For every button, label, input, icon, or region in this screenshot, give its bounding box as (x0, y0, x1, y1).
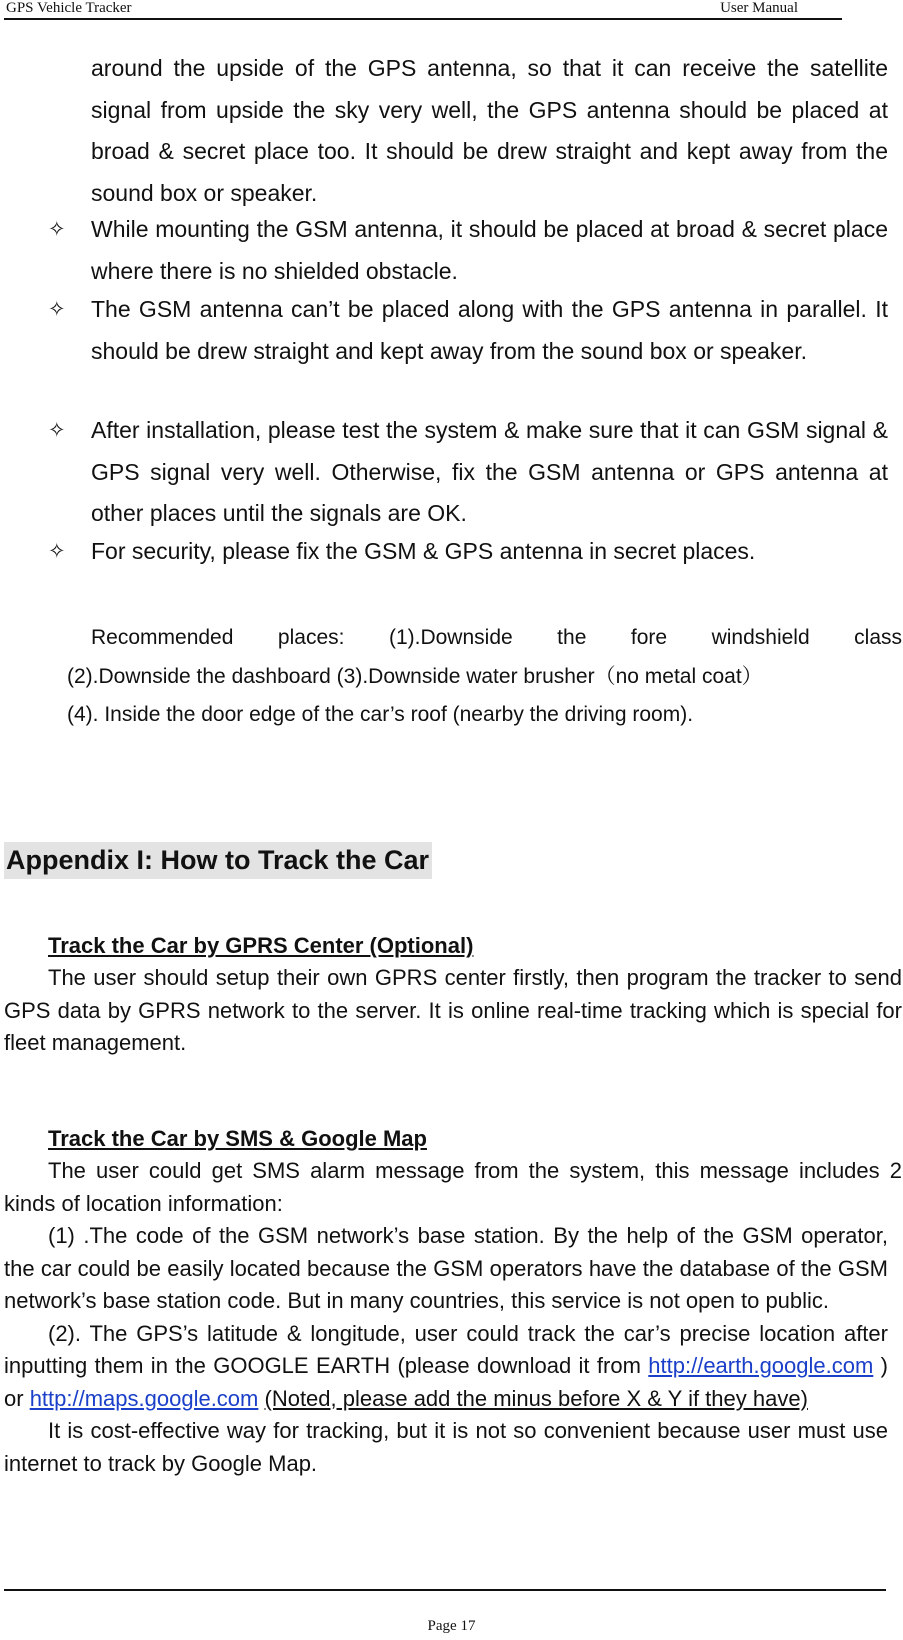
sms-item-2 (4, 1318, 888, 1416)
list-item-text: After installation, please test the system & make sure that it can GSM signal & GPS signal very well. Otherwise, fix the GSM antenna or GPS antenna at other places until the signals are OK. (91, 417, 888, 526)
recommended-line-2: (2).Downside the dashboard (3).Downside water brusher（no metal coat） (67, 664, 763, 688)
sms-item-1: (1) .The code of the GSM network’s base station. By the help of the GSM operator, the car could be easily located because the GSM operators have the database of the GSM network’s base station code. But in many countries, this service is not open to public. (4, 1223, 888, 1313)
recommended-line-3: (4). Inside the door edge of the car’s roof (nearby the driving room). (67, 703, 694, 726)
antenna-paragraph-continuation: around the upside of the GPS antenna, so that it can receive the satellite signal from upside the sky very well, the GPS antenna should be placed at broad & secret place too. It should be drew straight and kept away from the sound box or speaker. (91, 55, 888, 206)
list-item (48, 289, 888, 372)
google-earth-link[interactable]: http://earth.google.com (648, 1353, 874, 1378)
recommended-line-1: Recommended places: (1).Downside the fore windshield class (91, 626, 902, 649)
sms-closing-text: It is cost-effective way for tracking, but it is not so convenient because user must use internet to track by Google Map. (4, 1418, 888, 1476)
sms-intro-text: The user could get SMS alarm message from the system, this message includes 2 kinds of location information: (4, 1158, 902, 1216)
header-manual-label: User Manual (720, 0, 798, 16)
sms-item-2-text: (2). The GPS’s latitude & longitude, user could track the car’s precise location after inputting them in the GOOGLE EARTH (please download it from (4, 1320, 888, 1378)
list-item-text: For security, please fix the GSM & GPS antenna in secret places. (91, 538, 756, 564)
sms-items (4, 1220, 888, 1480)
sms-section-title: Track the Car by SMS & Google Map (48, 1126, 427, 1151)
header-document-title: GPS Vehicle Tracker (6, 0, 132, 16)
diamond-bullet-icon: ✧ (48, 297, 66, 321)
diamond-bullet-icon: ✧ (48, 539, 66, 563)
sms-item-2-or: ) or (4, 1353, 888, 1411)
footer-divider (4, 1589, 886, 1591)
diamond-bullet-icon: ✧ (48, 217, 66, 241)
diamond-bullet-icon: ✧ (48, 418, 66, 442)
page-header (4, 0, 842, 20)
sms-section-body (4, 1155, 902, 1220)
gprs-section-title: Track the Car by GPRS Center (Optional) (48, 933, 474, 958)
page-number: Page 17 (427, 1618, 476, 1634)
list-item (48, 410, 888, 535)
sms-item-2-note: (Noted, please add the minus before X & Y if they have) (264, 1385, 808, 1411)
list-item (48, 531, 888, 573)
list-item (48, 209, 888, 292)
gprs-section-text: The user should setup their own GPRS center firstly, then program the tracker to send GPS data by GPRS network to the server. It is online real-time tracking which is special for fleet management. (4, 965, 902, 1055)
list-item-text: The GSM antenna can’t be placed along with the GPS antenna in parallel. It should be drew straight and kept away from the sound box or speaker. (91, 296, 888, 364)
list-item-text: While mounting the GSM antenna, it should be placed at broad & secret place where there is no shielded obstacle. (91, 216, 888, 284)
google-maps-link[interactable]: http://maps.google.com (29, 1385, 259, 1411)
recommended-places (67, 619, 902, 735)
appendix-heading: Appendix I: How to Track the Car (4, 842, 432, 879)
gprs-section-body (4, 962, 902, 1060)
